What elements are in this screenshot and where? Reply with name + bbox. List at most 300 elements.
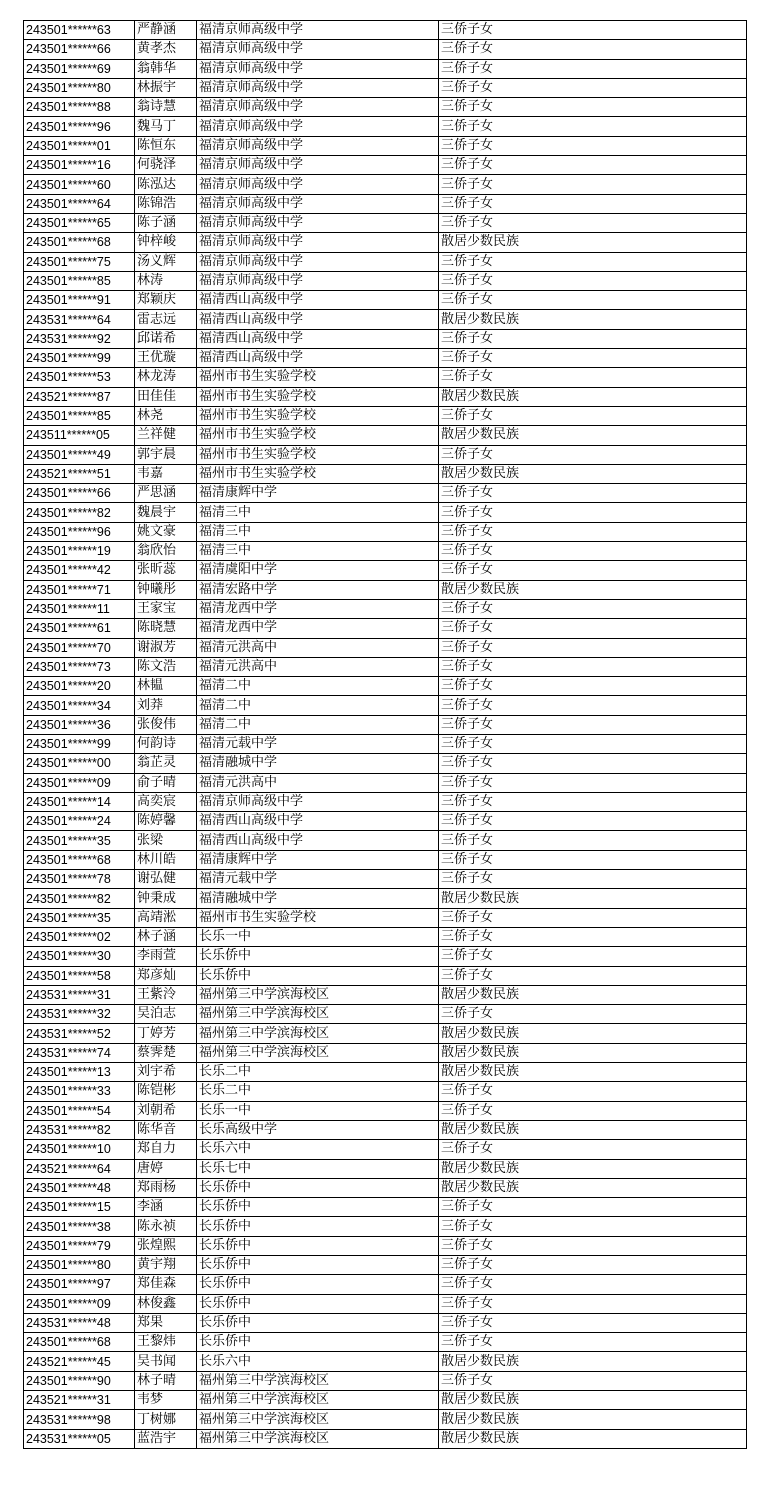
school-cell: 福清京师高级中学: [197, 792, 439, 811]
table-row: [24, 754, 747, 773]
name-cell: 郑彦灿: [135, 966, 197, 985]
school-cell: 福清龙西中学: [197, 619, 439, 638]
id-cell: 243521******51: [24, 464, 135, 483]
table-row: [24, 387, 747, 406]
id-cell: 243521******31: [24, 1391, 135, 1410]
table-row: [24, 889, 747, 908]
name-cell: 陈婷馨: [135, 812, 197, 831]
school-cell: 长乐侨中: [197, 1236, 439, 1255]
table-row: [24, 233, 747, 252]
category-cell: 三侨子女: [439, 792, 747, 811]
name-cell: 张昕蕊: [135, 561, 197, 580]
category-cell: 散居少数民族: [439, 1429, 747, 1448]
name-cell: 何韵诗: [135, 734, 197, 753]
table-row: [24, 213, 747, 232]
name-cell: 雷志远: [135, 310, 197, 329]
id-cell: 243501******80: [24, 78, 135, 97]
name-cell: 王紫泠: [135, 985, 197, 1004]
school-cell: 福清元洪高中: [197, 638, 439, 657]
name-cell: 陈晓慧: [135, 619, 197, 638]
id-cell: 243501******68: [24, 1333, 135, 1352]
id-cell: 243501******66: [24, 40, 135, 59]
id-cell: 243521******87: [24, 387, 135, 406]
id-cell: 243501******14: [24, 792, 135, 811]
name-cell: 张煌熙: [135, 1236, 197, 1255]
name-cell: 林振宇: [135, 78, 197, 97]
table-row: [24, 580, 747, 599]
category-cell: 散居少数民族: [439, 387, 747, 406]
category-cell: 三侨子女: [439, 927, 747, 946]
category-cell: 三侨子女: [439, 619, 747, 638]
school-cell: 福清二中: [197, 715, 439, 734]
table-row: [24, 870, 747, 889]
id-cell: 243511******05: [24, 426, 135, 445]
table-row: [24, 40, 747, 59]
table-row: [24, 368, 747, 387]
school-cell: 福清京师高级中学: [197, 117, 439, 136]
table-row: [24, 271, 747, 290]
table-row: [24, 831, 747, 850]
category-cell: 三侨子女: [439, 406, 747, 425]
category-cell: 三侨子女: [439, 1275, 747, 1294]
category-cell: 三侨子女: [439, 1256, 747, 1275]
id-cell: 243501******09: [24, 773, 135, 792]
category-cell: 散居少数民族: [439, 580, 747, 599]
category-cell: 三侨子女: [439, 734, 747, 753]
category-cell: 三侨子女: [439, 1198, 747, 1217]
name-cell: 蓝浩宇: [135, 1429, 197, 1448]
id-cell: 243501******68: [24, 850, 135, 869]
school-cell: 福清三中: [197, 503, 439, 522]
school-cell: 福清西山高级中学: [197, 329, 439, 348]
table-row: [24, 850, 747, 869]
id-cell: 243501******91: [24, 291, 135, 310]
name-cell: 翁欣怡: [135, 542, 197, 561]
name-cell: 陈子涵: [135, 213, 197, 232]
name-cell: 张俊伟: [135, 715, 197, 734]
school-cell: 福州市书生实验学校: [197, 406, 439, 425]
name-cell: 林子涵: [135, 927, 197, 946]
name-cell: 林俊鑫: [135, 1294, 197, 1313]
school-cell: 福清融城中学: [197, 889, 439, 908]
id-cell: 243501******96: [24, 117, 135, 136]
school-cell: 长乐高级中学: [197, 1120, 439, 1139]
id-cell: 243501******48: [24, 1178, 135, 1197]
id-cell: 243531******74: [24, 1043, 135, 1062]
table-row: [24, 1352, 747, 1371]
name-cell: 高奕宸: [135, 792, 197, 811]
id-cell: 243501******35: [24, 831, 135, 850]
school-cell: 长乐六中: [197, 1140, 439, 1159]
school-cell: 长乐一中: [197, 927, 439, 946]
school-cell: 福州第三中学滨海校区: [197, 985, 439, 1004]
name-cell: 陈恒东: [135, 136, 197, 155]
table-row: [24, 792, 747, 811]
id-cell: 243501******01: [24, 136, 135, 155]
school-cell: 福清京师高级中学: [197, 78, 439, 97]
name-cell: 刘宇希: [135, 1063, 197, 1082]
name-cell: 陈永祯: [135, 1217, 197, 1236]
name-cell: 郑佳森: [135, 1275, 197, 1294]
category-cell: 三侨子女: [439, 503, 747, 522]
table-row: [24, 329, 747, 348]
table-row: [24, 21, 747, 40]
name-cell: 黄宇翔: [135, 1256, 197, 1275]
name-cell: 钟梓峻: [135, 233, 197, 252]
school-cell: 福州市书生实验学校: [197, 387, 439, 406]
name-cell: 蔡霁楚: [135, 1043, 197, 1062]
id-cell: 243501******69: [24, 59, 135, 78]
table-row: [24, 117, 747, 136]
category-cell: 三侨子女: [439, 1236, 747, 1255]
school-cell: 福州第三中学滨海校区: [197, 1410, 439, 1429]
table-row: [24, 1198, 747, 1217]
table-row: [24, 1256, 747, 1275]
school-cell: 福清京师高级中学: [197, 156, 439, 175]
table-row: [24, 599, 747, 618]
school-cell: 福州市书生实验学校: [197, 426, 439, 445]
table-body: [24, 21, 747, 1449]
name-cell: 韦嘉: [135, 464, 197, 483]
category-cell: 三侨子女: [439, 773, 747, 792]
name-cell: 陈华音: [135, 1120, 197, 1139]
name-cell: 林涛: [135, 271, 197, 290]
school-cell: 福清京师高级中学: [197, 175, 439, 194]
category-cell: 散居少数民族: [439, 889, 747, 908]
id-cell: 243501******79: [24, 1236, 135, 1255]
table-row: [24, 657, 747, 676]
id-cell: 243521******64: [24, 1159, 135, 1178]
school-cell: 长乐侨中: [197, 1256, 439, 1275]
name-cell: 谢弘健: [135, 870, 197, 889]
table-row: [24, 310, 747, 329]
id-cell: 243501******30: [24, 947, 135, 966]
school-cell: 福清西山高级中学: [197, 310, 439, 329]
id-cell: 243501******10: [24, 1140, 135, 1159]
category-cell: 散居少数民族: [439, 464, 747, 483]
id-cell: 243501******70: [24, 638, 135, 657]
category-cell: 三侨子女: [439, 349, 747, 368]
category-cell: 三侨子女: [439, 78, 747, 97]
table-row: [24, 619, 747, 638]
category-cell: 三侨子女: [439, 21, 747, 40]
name-cell: 陈文浩: [135, 657, 197, 676]
id-cell: 243501******66: [24, 484, 135, 503]
category-cell: 三侨子女: [439, 522, 747, 541]
category-cell: 三侨子女: [439, 1313, 747, 1332]
category-cell: 三侨子女: [439, 908, 747, 927]
id-cell: 243501******63: [24, 21, 135, 40]
name-cell: 汤义辉: [135, 252, 197, 271]
id-cell: 243501******33: [24, 1082, 135, 1101]
id-cell: 243501******53: [24, 368, 135, 387]
school-cell: 福清融城中学: [197, 754, 439, 773]
name-cell: 林尧: [135, 406, 197, 425]
id-cell: 243531******32: [24, 1005, 135, 1024]
school-cell: 福州第三中学滨海校区: [197, 1005, 439, 1024]
table-row: [24, 426, 747, 445]
category-cell: 散居少数民族: [439, 1120, 747, 1139]
table-row: [24, 1236, 747, 1255]
category-cell: 三侨子女: [439, 252, 747, 271]
name-cell: 王黎炜: [135, 1333, 197, 1352]
table-row: [24, 812, 747, 831]
category-cell: 三侨子女: [439, 98, 747, 117]
school-cell: 福州市书生实验学校: [197, 445, 439, 464]
id-cell: 243531******82: [24, 1120, 135, 1139]
id-cell: 243501******09: [24, 1294, 135, 1313]
table-row: [24, 773, 747, 792]
school-cell: 福清京师高级中学: [197, 271, 439, 290]
school-cell: 福州第三中学滨海校区: [197, 1024, 439, 1043]
id-cell: 243501******82: [24, 889, 135, 908]
name-cell: 黄孝杰: [135, 40, 197, 59]
table-row: [24, 1313, 747, 1332]
id-cell: 243501******68: [24, 233, 135, 252]
school-cell: 长乐侨中: [197, 1294, 439, 1313]
name-cell: 丁婷芳: [135, 1024, 197, 1043]
table-row: [24, 966, 747, 985]
category-cell: 三侨子女: [439, 812, 747, 831]
category-cell: 三侨子女: [439, 156, 747, 175]
table-row: [24, 1043, 747, 1062]
id-cell: 243531******52: [24, 1024, 135, 1043]
id-cell: 243501******75: [24, 252, 135, 271]
name-cell: 郑自力: [135, 1140, 197, 1159]
name-cell: 翁韩华: [135, 59, 197, 78]
school-cell: 长乐一中: [197, 1101, 439, 1120]
category-cell: 三侨子女: [439, 329, 747, 348]
table-row: [24, 252, 747, 271]
id-cell: 243501******82: [24, 503, 135, 522]
id-cell: 243531******31: [24, 985, 135, 1004]
name-cell: 郭宇晨: [135, 445, 197, 464]
name-cell: 林川皓: [135, 850, 197, 869]
id-cell: 243501******65: [24, 213, 135, 232]
school-cell: 福清西山高级中学: [197, 291, 439, 310]
category-cell: 三侨子女: [439, 1333, 747, 1352]
school-cell: 长乐侨中: [197, 1333, 439, 1352]
category-cell: 散居少数民族: [439, 1063, 747, 1082]
school-cell: 福清京师高级中学: [197, 213, 439, 232]
name-cell: 俞子晴: [135, 773, 197, 792]
id-cell: 243501******02: [24, 927, 135, 946]
name-cell: 王家宝: [135, 599, 197, 618]
table-row: [24, 1024, 747, 1043]
id-cell: 243501******64: [24, 194, 135, 213]
category-cell: 三侨子女: [439, 1217, 747, 1236]
category-cell: 三侨子女: [439, 657, 747, 676]
school-cell: 福清二中: [197, 696, 439, 715]
table-row: [24, 1005, 747, 1024]
id-cell: 243501******88: [24, 98, 135, 117]
school-cell: 福州第三中学滨海校区: [197, 1043, 439, 1062]
id-cell: 243531******98: [24, 1410, 135, 1429]
student-list-table: [23, 20, 747, 1449]
table-row: [24, 715, 747, 734]
school-cell: 长乐六中: [197, 1352, 439, 1371]
table-row: [24, 1429, 747, 1448]
category-cell: 三侨子女: [439, 136, 747, 155]
name-cell: 林龙涛: [135, 368, 197, 387]
table-row: [24, 561, 747, 580]
category-cell: 三侨子女: [439, 947, 747, 966]
table-row: [24, 349, 747, 368]
category-cell: 三侨子女: [439, 484, 747, 503]
category-cell: 三侨子女: [439, 850, 747, 869]
table-row: [24, 1063, 747, 1082]
school-cell: 长乐侨中: [197, 1217, 439, 1236]
category-cell: 散居少数民族: [439, 310, 747, 329]
id-cell: 243521******45: [24, 1352, 135, 1371]
table-row: [24, 194, 747, 213]
table-row: [24, 59, 747, 78]
table-row: [24, 175, 747, 194]
school-cell: 长乐二中: [197, 1063, 439, 1082]
school-cell: 福清元载中学: [197, 870, 439, 889]
id-cell: 243501******42: [24, 561, 135, 580]
name-cell: 严静涵: [135, 21, 197, 40]
category-cell: 散居少数民族: [439, 1159, 747, 1178]
school-cell: 福清二中: [197, 677, 439, 696]
table-row: [24, 1159, 747, 1178]
id-cell: 243501******00: [24, 754, 135, 773]
name-cell: 陈铠彬: [135, 1082, 197, 1101]
school-cell: 福清西山高级中学: [197, 812, 439, 831]
table-row: [24, 734, 747, 753]
category-cell: 三侨子女: [439, 715, 747, 734]
school-cell: 福州第三中学滨海校区: [197, 1391, 439, 1410]
id-cell: 243501******78: [24, 870, 135, 889]
category-cell: 三侨子女: [439, 445, 747, 464]
id-cell: 243501******99: [24, 349, 135, 368]
category-cell: 散居少数民族: [439, 1391, 747, 1410]
school-cell: 福清京师高级中学: [197, 194, 439, 213]
category-cell: 三侨子女: [439, 677, 747, 696]
id-cell: 243501******60: [24, 175, 135, 194]
category-cell: 三侨子女: [439, 966, 747, 985]
id-cell: 243501******61: [24, 619, 135, 638]
category-cell: 三侨子女: [439, 40, 747, 59]
category-cell: 三侨子女: [439, 368, 747, 387]
table-row: [24, 1120, 747, 1139]
id-cell: 243501******15: [24, 1198, 135, 1217]
name-cell: 高靖淞: [135, 908, 197, 927]
name-cell: 陈泓达: [135, 175, 197, 194]
table-row: [24, 927, 747, 946]
table-row: [24, 1391, 747, 1410]
category-cell: 三侨子女: [439, 696, 747, 715]
table-row: [24, 985, 747, 1004]
category-cell: 三侨子女: [439, 1371, 747, 1390]
school-cell: 福清三中: [197, 542, 439, 561]
table-row: [24, 1333, 747, 1352]
school-cell: 福清三中: [197, 522, 439, 541]
name-cell: 严思涵: [135, 484, 197, 503]
id-cell: 243501******34: [24, 696, 135, 715]
school-cell: 福清京师高级中学: [197, 21, 439, 40]
school-cell: 福清元载中学: [197, 734, 439, 753]
table-row: [24, 947, 747, 966]
table-row: [24, 677, 747, 696]
school-cell: 福清京师高级中学: [197, 98, 439, 117]
category-cell: 三侨子女: [439, 213, 747, 232]
name-cell: 谢淑芳: [135, 638, 197, 657]
table-row: [24, 1101, 747, 1120]
table-row: [24, 1217, 747, 1236]
school-cell: 福清康辉中学: [197, 484, 439, 503]
category-cell: 三侨子女: [439, 1082, 747, 1101]
category-cell: 散居少数民族: [439, 1043, 747, 1062]
id-cell: 243501******85: [24, 406, 135, 425]
id-cell: 243501******85: [24, 271, 135, 290]
name-cell: 林子晴: [135, 1371, 197, 1390]
id-cell: 243501******54: [24, 1101, 135, 1120]
name-cell: 魏马丁: [135, 117, 197, 136]
school-cell: 长乐侨中: [197, 1178, 439, 1197]
name-cell: 何骁泽: [135, 156, 197, 175]
school-cell: 福清龙西中学: [197, 599, 439, 618]
id-cell: 243501******35: [24, 908, 135, 927]
name-cell: 钟曦彤: [135, 580, 197, 599]
name-cell: 翁诗慧: [135, 98, 197, 117]
category-cell: 散居少数民族: [439, 426, 747, 445]
table-row: [24, 406, 747, 425]
name-cell: 郑雨杨: [135, 1178, 197, 1197]
school-cell: 长乐侨中: [197, 1275, 439, 1294]
category-cell: 三侨子女: [439, 831, 747, 850]
category-cell: 散居少数民族: [439, 985, 747, 1004]
id-cell: 243501******90: [24, 1371, 135, 1390]
name-cell: 李雨萱: [135, 947, 197, 966]
school-cell: 福州市书生实验学校: [197, 464, 439, 483]
id-cell: 243501******96: [24, 522, 135, 541]
table-row: [24, 484, 747, 503]
school-cell: 福清京师高级中学: [197, 59, 439, 78]
id-cell: 243501******71: [24, 580, 135, 599]
school-cell: 福清京师高级中学: [197, 233, 439, 252]
school-cell: 福州第三中学滨海校区: [197, 1371, 439, 1390]
category-cell: 三侨子女: [439, 754, 747, 773]
school-cell: 长乐二中: [197, 1082, 439, 1101]
category-cell: 三侨子女: [439, 599, 747, 618]
name-cell: 钟秉成: [135, 889, 197, 908]
table-row: [24, 1294, 747, 1313]
name-cell: 丁树娜: [135, 1410, 197, 1429]
id-cell: 243501******58: [24, 966, 135, 985]
table-row: [24, 464, 747, 483]
table-row: [24, 1410, 747, 1429]
category-cell: 散居少数民族: [439, 1410, 747, 1429]
name-cell: 唐婷: [135, 1159, 197, 1178]
school-cell: 长乐侨中: [197, 1198, 439, 1217]
category-cell: 散居少数民族: [439, 233, 747, 252]
school-cell: 福清京师高级中学: [197, 136, 439, 155]
school-cell: 福清康辉中学: [197, 850, 439, 869]
school-cell: 长乐侨中: [197, 947, 439, 966]
name-cell: 郑果: [135, 1313, 197, 1332]
school-cell: 福清宏路中学: [197, 580, 439, 599]
table-row: [24, 522, 747, 541]
school-cell: 福清虞阳中学: [197, 561, 439, 580]
category-cell: 散居少数民族: [439, 1024, 747, 1043]
id-cell: 243501******99: [24, 734, 135, 753]
name-cell: 陈锦浩: [135, 194, 197, 213]
category-cell: 散居少数民族: [439, 1352, 747, 1371]
category-cell: 三侨子女: [439, 1005, 747, 1024]
table-row: [24, 503, 747, 522]
school-cell: 福州市书生实验学校: [197, 368, 439, 387]
